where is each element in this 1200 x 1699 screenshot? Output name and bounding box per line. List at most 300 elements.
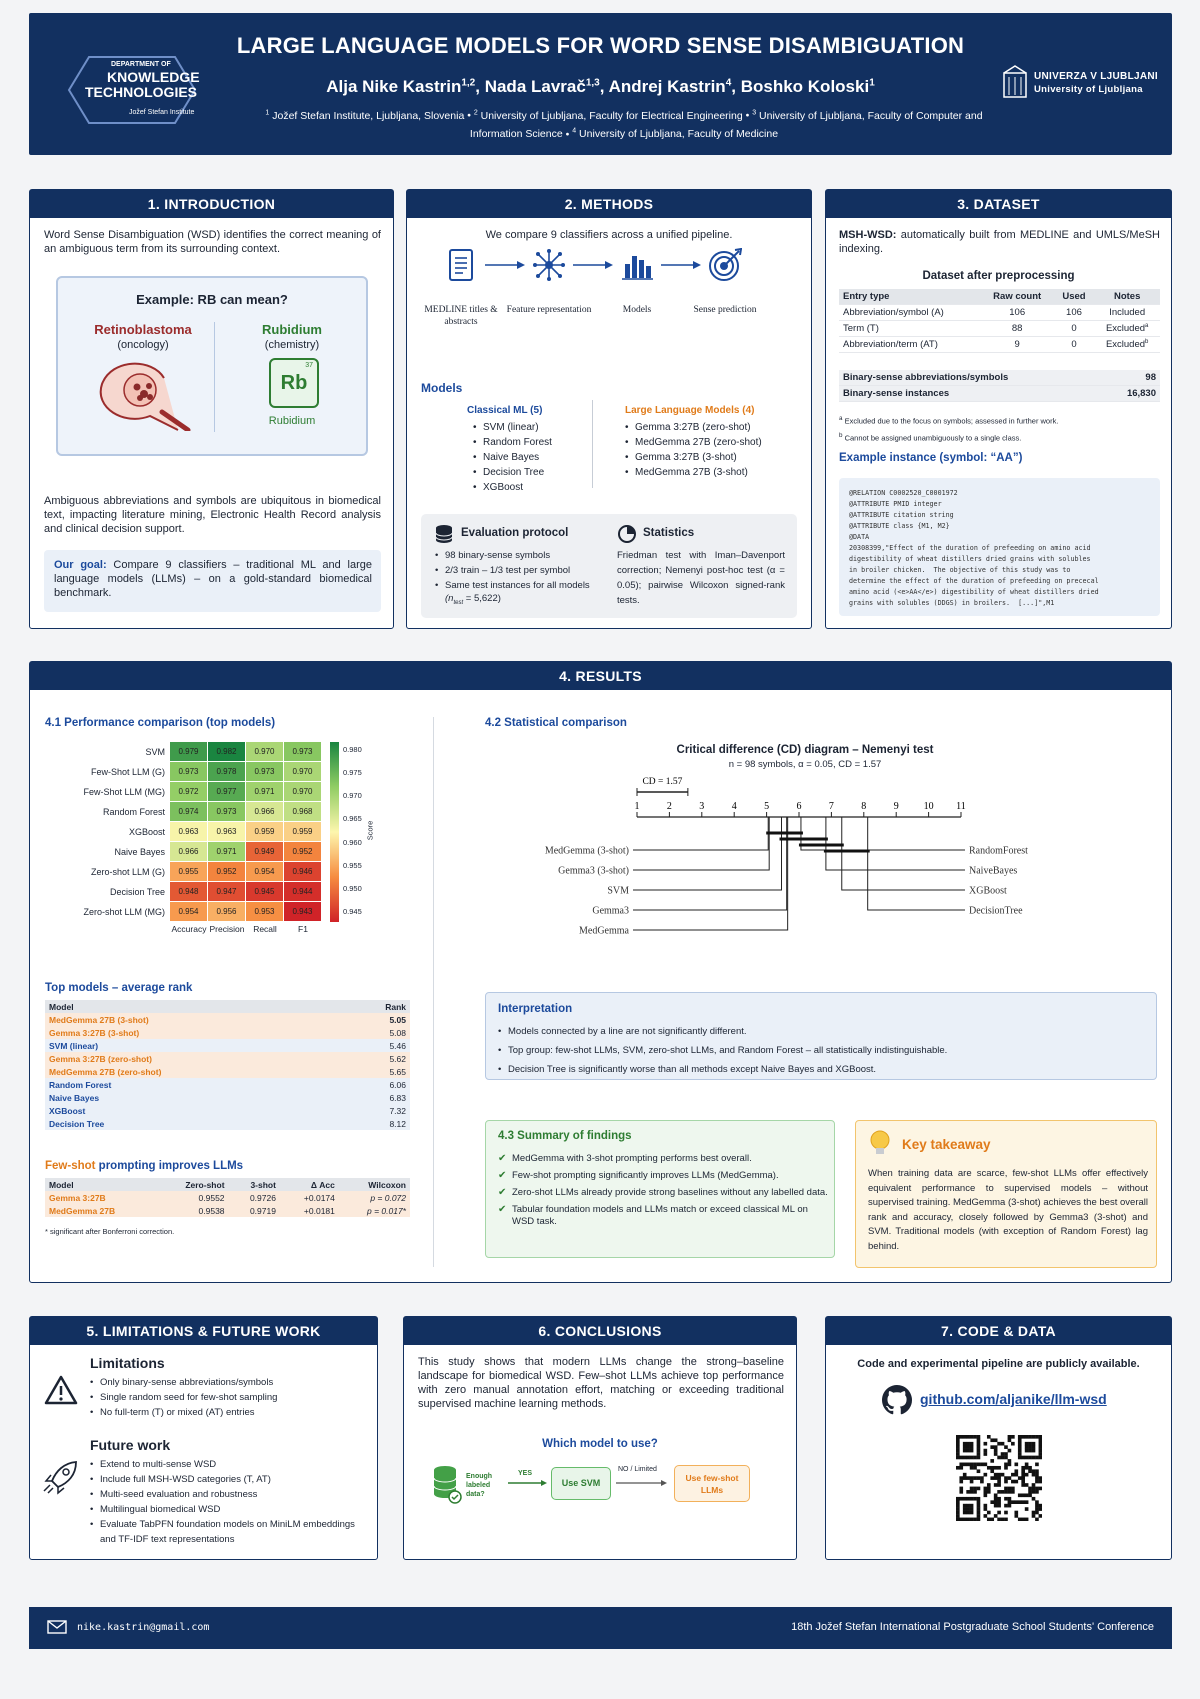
qr-module [997, 1476, 1001, 1480]
qr-module [973, 1463, 977, 1467]
qr-module [1004, 1490, 1008, 1494]
heatmap-row-label: Decision Tree [109, 887, 165, 897]
heatmap-cell: 0.982 [208, 742, 246, 762]
qr-module [990, 1476, 994, 1480]
target-icon [708, 248, 742, 282]
statistics-text: Friedman test with Iman–Davenport correction; Nemenyi post-hoc test (α = 0.05); pairwise Wilcoxon signed-rank tests. [617, 550, 785, 606]
qr-module [997, 1473, 1001, 1477]
qr-module [973, 1466, 977, 1470]
qr-module [1032, 1511, 1036, 1515]
qr-module [994, 1476, 998, 1480]
qr-module [963, 1473, 967, 1477]
methods-panel [406, 189, 812, 629]
qr-module [1025, 1456, 1029, 1460]
heatmap-cell: 0.972 [170, 782, 208, 802]
qr-module [1032, 1490, 1036, 1494]
llm-model-item: • Gemma 3:27B (3-shot) [625, 450, 805, 465]
colorbar-tick: 0.965 [343, 814, 362, 824]
qr-module [1035, 1473, 1039, 1477]
dataset-row: Abbreviation/term (AT) 9 0 Excluded$^b$ [839, 337, 1160, 353]
qr-module [994, 1497, 998, 1501]
qr-module [1014, 1469, 1018, 1473]
qr-module [963, 1445, 967, 1449]
qr-module [984, 1452, 988, 1456]
heatmap-cell: 0.977 [208, 782, 246, 802]
envelope-icon [47, 1620, 67, 1634]
qr-module [980, 1480, 984, 1484]
heatmap-cell: 0.974 [170, 802, 208, 822]
qr-module [966, 1507, 970, 1511]
qr-module [994, 1483, 998, 1487]
qr-module [994, 1504, 998, 1508]
takeaway-text: When training data are scarce, few-shot LLMs offer effectively equivalent performance to supervised models – without supervised training. MedGemma (3-shot) achieves the best overall rank and accuracy, closely followed by Gemma3 (3-shot) and SVM. Traditional models (with exception of Random Forest) lag behind. [868, 1168, 1148, 1252]
qr-module [977, 1476, 981, 1480]
rank-table [45, 1000, 410, 1130]
qr-module [966, 1463, 970, 1467]
qr-module [997, 1511, 1001, 1515]
qr-module [1011, 1435, 1015, 1439]
classical-model-item: • Decision Tree [473, 465, 623, 480]
fewshot-row: MedGemma 27B 0.9538 0.9719 +0.0181 p = 0.017* [45, 1204, 410, 1217]
qr-module [1018, 1493, 1022, 1497]
qr-module [1021, 1435, 1025, 1439]
rank-column-header: Rank [340, 1000, 410, 1013]
performance-heatmap [45, 742, 445, 962]
intro-paragraph-2: Ambiguous abbreviations and symbols are ubiquitous in biomedical text, impacting literature mining, Electronic Health Record analysis and clinical decision support. [44, 495, 381, 535]
heatmap-column-label: Recall [253, 924, 277, 934]
qr-module [987, 1511, 991, 1515]
qr-module [1032, 1442, 1036, 1446]
yes-arrow-icon [508, 1479, 548, 1487]
rubidium-caption: Rubidium [268, 415, 316, 427]
fewshot-row: Gemma 3:27B 0.9552 0.9726 +0.0174 p = 0.072 [45, 1191, 410, 1204]
qr-module [1035, 1456, 1039, 1460]
qr-module [1035, 1500, 1039, 1504]
qr-module [990, 1459, 994, 1463]
qr-module [963, 1507, 967, 1511]
conclusions-text: This study shows that modern LLMs change the strong–baseline landscape for biomedical WSD. Few–shot LLMs achieve top performance with zero manual annotation effort, matching or exceeding traditional supervised machine learning methods. [418, 1356, 784, 1410]
cd-model-line [868, 817, 965, 910]
classical-model-item: • SVM (linear) [473, 420, 623, 435]
qr-module [997, 1456, 1001, 1460]
qr-module [959, 1435, 963, 1439]
pie-chart-icon [617, 524, 637, 544]
qr-module [970, 1497, 974, 1501]
qr-module [956, 1466, 960, 1470]
dataset-row: Abbreviation/symbol (A) 106 106 Included [839, 305, 1160, 321]
cd-model-label: Gemma3 (3-shot) [558, 865, 629, 877]
classical-model-item: • Random Forest [473, 435, 623, 450]
qr-module [977, 1438, 981, 1442]
evaluation-ntest: $(n_{test} = 5,622)$ [445, 593, 501, 606]
affiliation: $^3$ University of Ljubljana, Faculty of Computer and Information Science [469, 109, 983, 140]
qr-module [1035, 1476, 1039, 1480]
qr-module [1035, 1504, 1039, 1508]
llm-title: Large Language Models (4) [625, 405, 755, 416]
example-instance-title: Example instance (symbol: “AA”) [839, 452, 1023, 464]
classical-list [473, 420, 623, 495]
evaluation-item: • Same test instances for all models [435, 578, 611, 593]
qr-module [963, 1456, 967, 1460]
qr-module [984, 1490, 988, 1494]
cd-model-line [633, 817, 787, 910]
heatmap-cell: 0.970 [246, 742, 284, 762]
qr-module [970, 1466, 974, 1470]
use-svm-box: Use SVM [551, 1467, 611, 1500]
dataset-heading: 3. DATASET [826, 190, 1171, 218]
qr-module [1025, 1518, 1029, 1521]
colorbar-tick: 0.970 [343, 791, 362, 801]
dataset-summary-row: Binary-sense abbreviations/symbols 98 [839, 370, 1160, 386]
llm-model-item: • MedGemma 27B (zero-shot) [625, 435, 805, 450]
qr-module [1018, 1500, 1022, 1504]
qr-module [1014, 1511, 1018, 1515]
future-work-item: • Include full MSH-WSD categories (T, AT) [90, 1472, 365, 1487]
qr-module [966, 1476, 970, 1480]
qr-module [963, 1511, 967, 1515]
example-divider [214, 322, 215, 432]
goal-label: Our goal: [54, 559, 107, 571]
heatmap-cell: 0.973 [284, 742, 322, 762]
cd-model-label: Gemma3 [592, 905, 629, 917]
qr-module [956, 1504, 960, 1508]
qr-module [966, 1518, 970, 1521]
qr-module [1028, 1456, 1032, 1460]
qr-module [1008, 1463, 1012, 1467]
qr-module [966, 1511, 970, 1515]
fewshot-column-header: Δ Acc [280, 1178, 339, 1191]
qr-module [994, 1500, 998, 1504]
takeaway-box [855, 1120, 1157, 1268]
qr-module [977, 1445, 981, 1449]
cd-tick-label: 1 [634, 801, 640, 812]
heatmap-cell: 0.947 [208, 882, 246, 902]
qr-module [963, 1442, 967, 1446]
interpretation-item: • Decision Tree is significantly worse than all methods except Naive Bayes and XGBoost. [498, 1060, 1138, 1079]
interpretation-item: • Models connected by a line are not significantly different. [498, 1022, 1138, 1041]
interpretation-list [498, 1022, 1138, 1079]
qr-module [1021, 1483, 1025, 1487]
qr-module [1021, 1466, 1025, 1470]
qr-module [970, 1435, 974, 1439]
which-model-title: Which model to use? [542, 1438, 658, 1450]
qr-module [1028, 1487, 1032, 1491]
classical-title: Classical ML (5) [467, 405, 543, 416]
rocket-icon [42, 1459, 80, 1495]
rubidium-tile: 37 Rb [269, 358, 319, 408]
qr-module [966, 1490, 970, 1494]
qr-module [977, 1442, 981, 1446]
qr-module [1039, 1435, 1042, 1439]
heatmap-cell: 0.944 [284, 882, 322, 902]
qr-module [987, 1490, 991, 1494]
cd-subtitle: n = 98 symbols, α = 0.05, CD = 1.57 [728, 759, 882, 770]
dataset-column-header: Entry type [839, 289, 981, 305]
cd-tick-label: 4 [731, 801, 737, 812]
qr-module [1035, 1507, 1039, 1511]
rank-row: Gemma 3:27B (zero-shot) 5.62 [45, 1052, 410, 1065]
qr-module [963, 1476, 967, 1480]
qr-module [1039, 1438, 1042, 1442]
lightbulb-icon [868, 1129, 892, 1159]
qr-module [959, 1497, 963, 1501]
author-name: Andrej Kastrin$^4$ [608, 77, 732, 96]
qr-module [977, 1504, 981, 1508]
poster-header [29, 13, 1172, 155]
qr-module [1039, 1456, 1042, 1460]
qr-module [1025, 1500, 1029, 1504]
qr-module [956, 1452, 960, 1456]
qr-module [1021, 1518, 1025, 1521]
cd-tick-label: 3 [699, 801, 705, 812]
qr-module [990, 1500, 994, 1504]
qr-module [1032, 1514, 1036, 1518]
document-icon [444, 248, 478, 282]
llm-model-item: • MedGemma 27B (3-shot) [625, 465, 805, 480]
heatmap-cell: 0.943 [284, 902, 322, 922]
qr-module [1021, 1493, 1025, 1497]
qr-module [997, 1483, 1001, 1487]
dataset-row: Term (T) 88 0 Excluded$^a$ [839, 321, 1160, 337]
fewshot-title: Few-shot prompting improves LLMs [45, 1160, 244, 1172]
intro-panel [29, 189, 394, 629]
classical-model-item: • XGBoost [473, 480, 623, 495]
qr-module [977, 1511, 981, 1515]
pipeline-arrow-icon [485, 260, 525, 270]
heatmap-cell: 0.973 [208, 802, 246, 822]
summary-item: ✔ Zero-shot LLMs already provide strong baselines without any labelled data. [498, 1187, 828, 1199]
heatmap-cell: 0.979 [170, 742, 208, 762]
heatmap-row-label: Few-Shot LLM (MG) [83, 787, 165, 797]
heatmap-cell: 0.954 [246, 862, 284, 882]
rank-column-header: Model [45, 1000, 340, 1013]
qr-module [1018, 1435, 1022, 1439]
fewshot-column-header: Zero-shot [157, 1178, 228, 1191]
interpretation-item: • Top group: few-shot LLMs, SVM, zero-shot LLMs, and Random Forest – all statistically indistinguishable. [498, 1041, 1138, 1060]
bar-chart-icon [620, 248, 654, 282]
qr-module [1001, 1473, 1005, 1477]
heatmap-cell: 0.968 [284, 802, 322, 822]
heatmap-cell: 0.973 [246, 762, 284, 782]
qr-module [1025, 1442, 1029, 1446]
qr-module [984, 1487, 988, 1491]
qr-module [1018, 1438, 1022, 1442]
qr-module [1011, 1487, 1015, 1491]
heatmap-cell: 0.963 [208, 822, 246, 842]
qr-module [990, 1438, 994, 1442]
qr-module [994, 1493, 998, 1497]
qr-module [973, 1435, 977, 1439]
qr-module [966, 1497, 970, 1501]
qr-module [1028, 1435, 1032, 1439]
cd-model-line [826, 817, 965, 870]
heatmap-row-label: Naive Bayes [114, 847, 165, 857]
summary-title: 4.3 Summary of findings [498, 1130, 632, 1142]
conclusions-heading: 6. CONCLUSIONS [404, 1317, 796, 1345]
qr-module [1018, 1445, 1022, 1449]
results-panel [29, 661, 1172, 1283]
qr-module [1004, 1487, 1008, 1491]
qr-module [956, 1500, 960, 1504]
models-heading: Models [421, 381, 463, 395]
qr-module [980, 1476, 984, 1480]
qr-module [973, 1456, 977, 1460]
qr-module [956, 1438, 960, 1442]
qr-module [963, 1504, 967, 1508]
qr-module [1032, 1449, 1036, 1453]
qr-module [959, 1518, 963, 1521]
database-check-icon [432, 1465, 462, 1505]
colorbar-tick: 0.955 [343, 860, 362, 870]
qr-module [1035, 1518, 1039, 1521]
dataset-lead: MSH-WSD: automatically built from MEDLINE and UMLS/MeSH indexing. [839, 229, 1160, 255]
dkt-logo: DEPARTMENT OF KNOWLEDGE TECHNOLOGIES Jožef Stefan Institute [67, 55, 197, 125]
qr-module [1014, 1473, 1018, 1477]
dataset-table-title: Dataset after preprocessing [922, 270, 1075, 282]
qr-module [1008, 1504, 1012, 1508]
rank-row: XGBoost 7.32 [45, 1104, 410, 1117]
cd-model-label: MedGemma [579, 925, 629, 937]
qr-module [1028, 1466, 1032, 1470]
github-link[interactable]: github.com/aljanike/llm-wsd [920, 1391, 1107, 1407]
qr-module [959, 1463, 963, 1467]
qr-module [1032, 1483, 1036, 1487]
qr-module [1035, 1469, 1039, 1473]
methods-heading: 2. METHODS [407, 190, 811, 218]
qr-module [977, 1456, 981, 1460]
qr-module [994, 1445, 998, 1449]
github-icon[interactable] [882, 1385, 912, 1415]
qr-module [1035, 1480, 1039, 1484]
qr-module [970, 1463, 974, 1467]
results-divider [433, 717, 434, 1267]
qr-module [984, 1514, 988, 1518]
qr-module [1001, 1490, 1005, 1494]
qr-module [970, 1507, 974, 1511]
qr-module [990, 1518, 994, 1521]
models-divider [592, 400, 593, 488]
qr-module [987, 1466, 991, 1470]
qr-module [956, 1445, 960, 1449]
author-name: Nada Lavrač$^{1,3}$ [484, 77, 600, 96]
qr-module [1032, 1469, 1036, 1473]
heatmap-row-label: Zero-shot LLM (MG) [83, 907, 165, 917]
qr-module [1008, 1449, 1012, 1453]
qr-module [977, 1514, 981, 1518]
qr-module [997, 1504, 1001, 1508]
qr-module [1025, 1435, 1029, 1439]
cd-model-label: MedGemma (3-shot) [544, 845, 629, 857]
results-heading: 4. RESULTS [30, 662, 1171, 690]
qr-module [980, 1463, 984, 1467]
evaluation-item: • 98 binary-sense symbols [435, 548, 611, 563]
dataset-panel [825, 189, 1172, 629]
qr-module [1004, 1456, 1008, 1460]
qr-module [1032, 1456, 1036, 1460]
qr-module [1039, 1442, 1042, 1446]
qr-module [1028, 1442, 1032, 1446]
qr-module [994, 1466, 998, 1470]
qr-module [1035, 1435, 1039, 1439]
qr-module [1039, 1514, 1042, 1518]
yes-label: YES [518, 1470, 533, 1477]
qr-module [1025, 1463, 1029, 1467]
heatmap-cell: 0.973 [170, 762, 208, 782]
limitation-item: • Only binary-sense abbreviations/symbols [90, 1375, 365, 1390]
colorbar [330, 742, 339, 922]
heatmap-column-label: F1 [298, 924, 308, 934]
heatmap-row-label: Few-Shot LLM (G) [90, 767, 165, 777]
qr-module [1025, 1493, 1029, 1497]
heatmap-cell: 0.954 [170, 902, 208, 922]
qr-module [963, 1518, 967, 1521]
cd-tick-label: 7 [828, 801, 834, 812]
poster-title: LARGE LANGUAGE MODELS FOR WORD SENSE DISAMBIGUATION [236, 33, 965, 58]
qr-module [966, 1456, 970, 1460]
qr-module [1004, 1511, 1008, 1515]
sense-2-name: Rubidium [262, 322, 322, 337]
conclusions-panel [403, 1316, 797, 1560]
affiliation: $^1$ Jožef Stefan Institute, Ljubljana, Slovenia [265, 109, 465, 122]
qr-module [977, 1463, 981, 1467]
qr-module [1035, 1463, 1039, 1467]
qr-module [966, 1449, 970, 1453]
evaluation-item: • 2/3 train – 1/3 test per symbol [435, 563, 611, 578]
qr-module [1021, 1456, 1025, 1460]
qr-module [1004, 1480, 1008, 1484]
colorbar-tick: 0.975 [343, 768, 362, 778]
qr-module [966, 1504, 970, 1508]
rank-row: MedGemma 27B (3-shot) 5.05 [45, 1013, 410, 1026]
qr-module [970, 1449, 974, 1453]
heatmap-cell: 0.966 [246, 802, 284, 822]
colorbar-tick: 0.945 [343, 906, 362, 916]
qr-module [1011, 1473, 1015, 1477]
takeaway-title: Key takeaway [902, 1137, 991, 1152]
qr-module [1004, 1466, 1008, 1470]
qr-module [970, 1504, 974, 1508]
summary-item: ✔ MedGemma with 3-shot prompting performs best overall. [498, 1153, 828, 1165]
cd-model-line [633, 817, 768, 850]
qr-module [1025, 1466, 1029, 1470]
email-link[interactable]: nike.kastrin@gmail.com [77, 1622, 210, 1633]
limitations-heading: 5. LIMITATIONS & FUTURE WORK [30, 1317, 377, 1345]
qr-module [987, 1435, 991, 1439]
qr-module [1018, 1442, 1022, 1446]
qr-module [1004, 1504, 1008, 1508]
llm-list [625, 420, 805, 480]
summary-box [485, 1120, 835, 1258]
qr-module [977, 1435, 981, 1439]
future-title: Future work [90, 1437, 171, 1453]
cd-model-label: SVM [607, 885, 629, 897]
qr-module [956, 1514, 960, 1518]
qr-module [977, 1469, 981, 1473]
qr-code[interactable] [956, 1435, 1042, 1521]
code-panel [825, 1316, 1172, 1560]
qr-module [1032, 1445, 1036, 1449]
example-code-box [839, 478, 1160, 616]
qr-module [1018, 1452, 1022, 1456]
qr-module [963, 1449, 967, 1453]
qr-module [1039, 1504, 1042, 1508]
heatmap-column-label: Accuracy [171, 924, 207, 934]
qr-module [997, 1480, 1001, 1484]
qr-module [984, 1442, 988, 1446]
affiliation: $^4$ University of Ljubljana, Faculty of Medicine [572, 127, 779, 140]
qr-module [956, 1511, 960, 1515]
qr-module [1008, 1435, 1012, 1439]
